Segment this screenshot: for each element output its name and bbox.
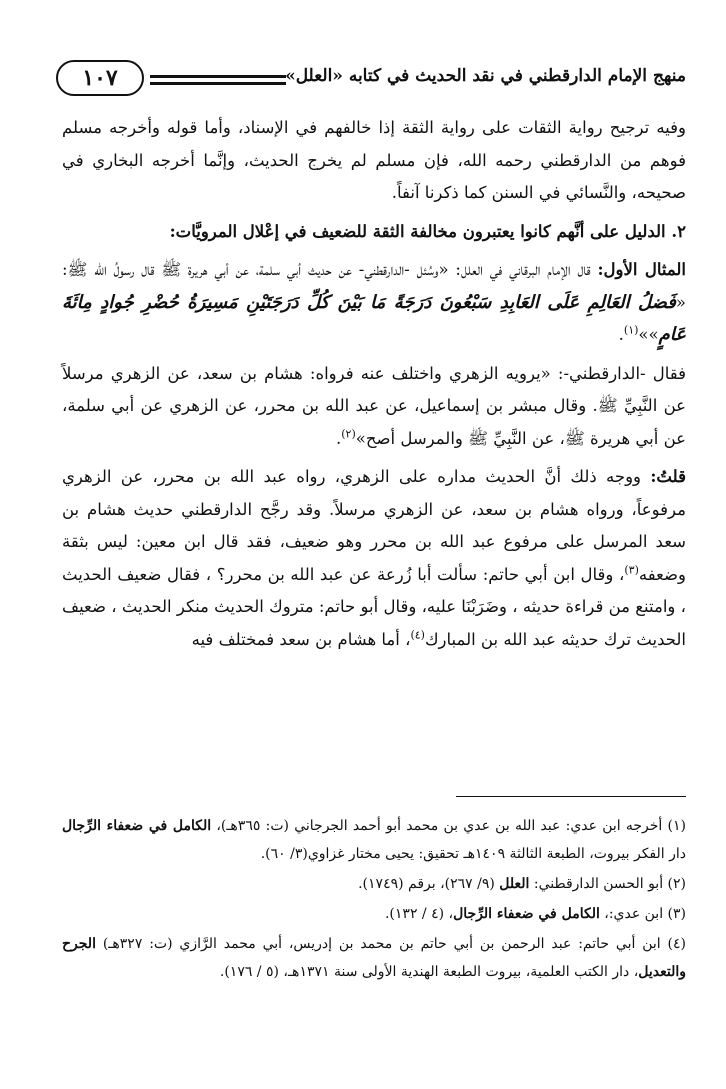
- running-title: منهج الإمام الدارقطني في نقد الحديث في كتابه «العلل»: [285, 66, 686, 86]
- page-header: [56, 58, 686, 100]
- footnote-ref[interactable]: (٤): [410, 628, 425, 641]
- footnote-separator: [456, 796, 686, 797]
- paragraph: قلتُ: ووجه ذلك أنَّ الحديث مداره على الزهري، رواه عبد الله بن محرر، عن الزهري مرفوعاً، ورواه هشام بن سعد، عن الزهري مرسلاً. وقد رجَّح الدارقطني حديث هشام بن سعد المرسل على مرفوع عبد الله بن محرر وهو ضعيف، فقد قال ابن معين: ليس بثقة وضعفه$^{(٣)}$، وقال ابن أبي حاتم: سألت أبا زُرعة عن عبد الله بن محرر؟ ، فقال ضعيف الحديث ، وامتنع من قراءة حديثه ، وضَرَبْنَا عليه، وقال أبو حاتم: متروك الحديث منكر الحديث ، ضعيف الحديث ترك حديثه عبد الله بن المبارك$^{(٤)}$، أما هشام بن سعد فمختلف فيه: [62, 467, 686, 649]
- paragraph-example: المثال الأول: قال الإمام البرقاني في العلل: «وسُئل -الدارقطني- عن حديث أبي سلمة، عن أبي هريرة ﷺ قال رسولُ الله ﷺ: «فَضلُ العَالِمِ عَلَى العَابِدِ سَبْعُونَ دَرَجَةً مَا بَيْنَ كُلِّ دَرَجَتَيْنِ مَسِيرَةُ حُضْرِ جُوادٍ مِائَةَ عَامٍ»»$^{(١)}$.: [62, 260, 687, 345]
- paragraph: وفيه ترجيح رواية الثقات على رواية الثقة إذا خالفهم في الإسناد، وأما قوله وأخرجه مسلم فوهم من الدارقطني رحمه الله، فإن مسلم لم يخرج الحديث، وإنَّما أخرجه البخاري في صحيحه، والنَّسائي في السنن كما ذكرنا آنفاً.: [62, 118, 686, 202]
- footnote-ref[interactable]: (٢): [341, 427, 356, 440]
- footnotes: [62, 812, 686, 988]
- footnote: (٢) أبو الحسن الدارقطني: العلل (٩/ ٢٦٧)، برقم (١٧٤٩).: [358, 876, 686, 892]
- hadith-quote: فَضلُ العَالِمِ عَلَى العَابِدِ سَبْعُونَ دَرَجَةً مَا بَيْنَ كُلِّ دَرَجَتَيْنِ مَسِيرَةُ حُضْرِ جُوادٍ مِائَةَ عَامٍ: [62, 291, 686, 345]
- footnote: (٤) ابن أبي حاتم: عبد الرحمن بن أبي حاتم بن محمد بن إدريس، أبي محمد الرَّازي (ت: ٣٢٧هـ) الجرح والتعديل، دار الكتب العلمية، بيروت الطبعة الهندية الأولى سنة ١٣٧١هـ، (٥ / ١٧٦).: [62, 936, 686, 980]
- qultu-label: قلتُ:: [650, 467, 686, 486]
- header-double-rule: [150, 75, 286, 85]
- paragraph: فقال -الدارقطني-: «يرويه الزهري واختلف عنه فرواه: هشام بن سعد، عن الزهري مرسلاً عن النَّبِيِّ ﷺ. وقال مبشر بن إسماعيل، عن عبد الله بن محرر، عن الزهري عن أبي سلمة، عن أبي هريرة ﷺ، عن النَّبِيِّ ﷺ والمرسل أصح»$^{(٢)}$.: [62, 363, 686, 448]
- footnote: (٣) ابن عدي:، الكامل في ضعفاء الرِّجال، (٤ / ١٣٢).: [384, 906, 686, 922]
- page-number-badge: ١٠٧: [56, 60, 144, 96]
- footnote-ref[interactable]: (١): [623, 323, 639, 337]
- main-text: [62, 112, 686, 662]
- section-heading: ٢. الدليل على أنَّهم كانوا يعتبرون مخالفة الثقة للضعيف في إعْلال المرويَّات:: [169, 221, 686, 241]
- footnote: (١) أخرجه ابن عدي: عبد الله بن عدي بن محمد أبو أحمد الجرجاني (ت: ٣٦٥هـ)، الكامل في ضعفاء الرِّجال دار الفكر بيروت، الطبعة الثالثة ١٤٠٩هـ تحقيق: يحيى مختار غزاوي(٣/ ٦٠).: [62, 818, 687, 862]
- footnote-ref[interactable]: (٣): [624, 563, 639, 576]
- example-label: المثال الأول:: [597, 260, 686, 279]
